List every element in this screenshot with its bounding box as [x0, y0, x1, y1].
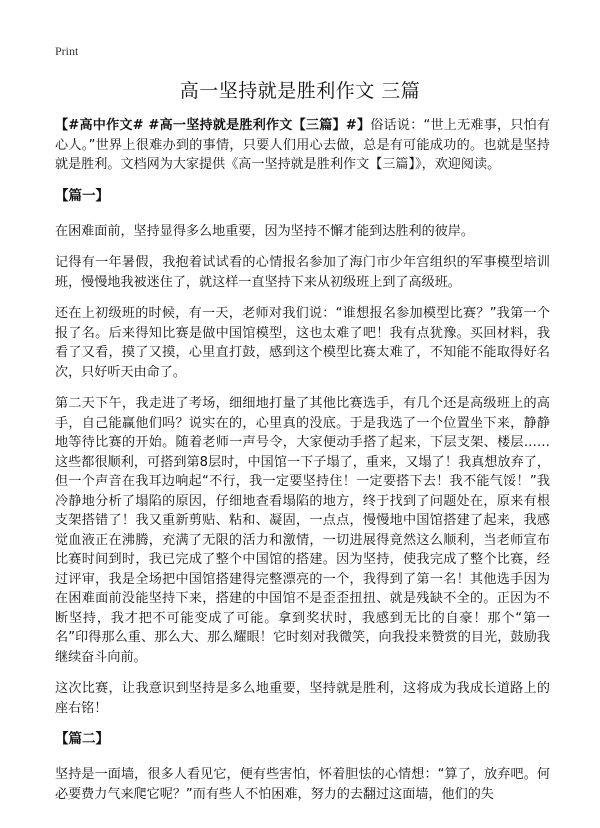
paragraph: 坚持是一面墙，很多人看见它，便有些害怕，怀着胆怯的心情想：“算了，放弃吧。何必要费力气来爬它呢？”而有些人不怕困难，努力的去翻过这面墙，他们的失 [55, 767, 550, 802]
section-heading-1: 【篇一】 [55, 187, 109, 204]
paragraph: 记得有一年暑假，我抱着试试看的心情报名参加了海门市少年宫组织的军事模型培训班，慢慢地我被迷住了，就这样一直坚持下来从初级班上到了高级班。 [55, 255, 550, 290]
section-heading-2: 【篇二】 [55, 731, 109, 747]
intro-text: 俗话说：“世上无难事，只怕有心人。”世界上很难办到的事情，只要人们用心去做，总是有可能成功的。也就是坚持就是胜利。文档网为大家提供《高一坚持就是胜利作文【三篇】》，欢迎阅读。 [55, 118, 550, 172]
paragraph: 这次比赛，让我意识到坚持是多么地重要，坚持就是胜利，这将成为我成长道路上的座右铭！ [55, 681, 550, 716]
article-body [55, 116, 550, 816]
paragraph: 在困难面前，坚持显得多么地重要，因为坚持不懈才能到达胜利的彼岸。 [55, 223, 474, 239]
intro-tag: 【#高中作文# #高一坚持就是胜利作文【三篇】#】 [55, 118, 371, 133]
print-link[interactable]: Print [55, 44, 79, 58]
paragraph: 还在上初级班的时候，有一天，老师对我们说：“谁想报名参加模型比赛？”我第一个报了名。后来得知比赛是做中国馆模型，这也太难了吧！我有点犹豫。买回材料，我看了又看，摸了又摸，心里直打鼓，感到这个模型比赛太难了，不知能不能取得好名次，只好听天由命了。 [55, 306, 550, 380]
paragraph: 第二天下午，我走进了考场，细细地打量了其他比赛选手，有几个还是高级班上的高手，自己能赢他们吗？说实在的，心里真的没底。于是我选了一个位置坐下来，静静地等待比赛的开始。随着老师一声号令，大家便动手搭了起来，下层支架、楼层……这些都很顺利，可搭到第8层时，中国馆一下子塌了，重来，又塌了！我真想放弃了，但一个声音在我耳边响起“不行，我一定要坚持住！一定要搭下去！我不能气馁！”我冷静地分析了塌陷的原因，仔细地查看塌陷的地方，终于找到了问题处在，原来有根支架搭错了！我又重新剪贴、粘和、凝固，一点点，慢慢地中国馆搭建了起来，我感觉血液正在沸腾，充满了无限的活力和激情，一切进展得竟然这么顺利，当老师宣布比赛时间到时，我已完成了整个中国馆的搭建。因为坚持，使我完成了整个比赛，经过评审，我是全场把中国馆搭建得完整漂亮的一个，我得到了第一名！其他选手因为在困难面前没能坚持下来，搭建的中国馆不是歪歪扭扭、就是残缺不全的。正因为不断坚持，我才把不可能变成了可能。拿到奖状时，我感到无比的自豪！那个“第一名”印得那么重、那么大、那么耀眼！它时刻对我微笑，向我投来赞赏的目光，鼓励我继续奋斗向前。 [55, 396, 550, 665]
intro-paragraph [55, 116, 550, 175]
page-title: 高一坚持就是胜利作文 三篇 [179, 80, 421, 102]
